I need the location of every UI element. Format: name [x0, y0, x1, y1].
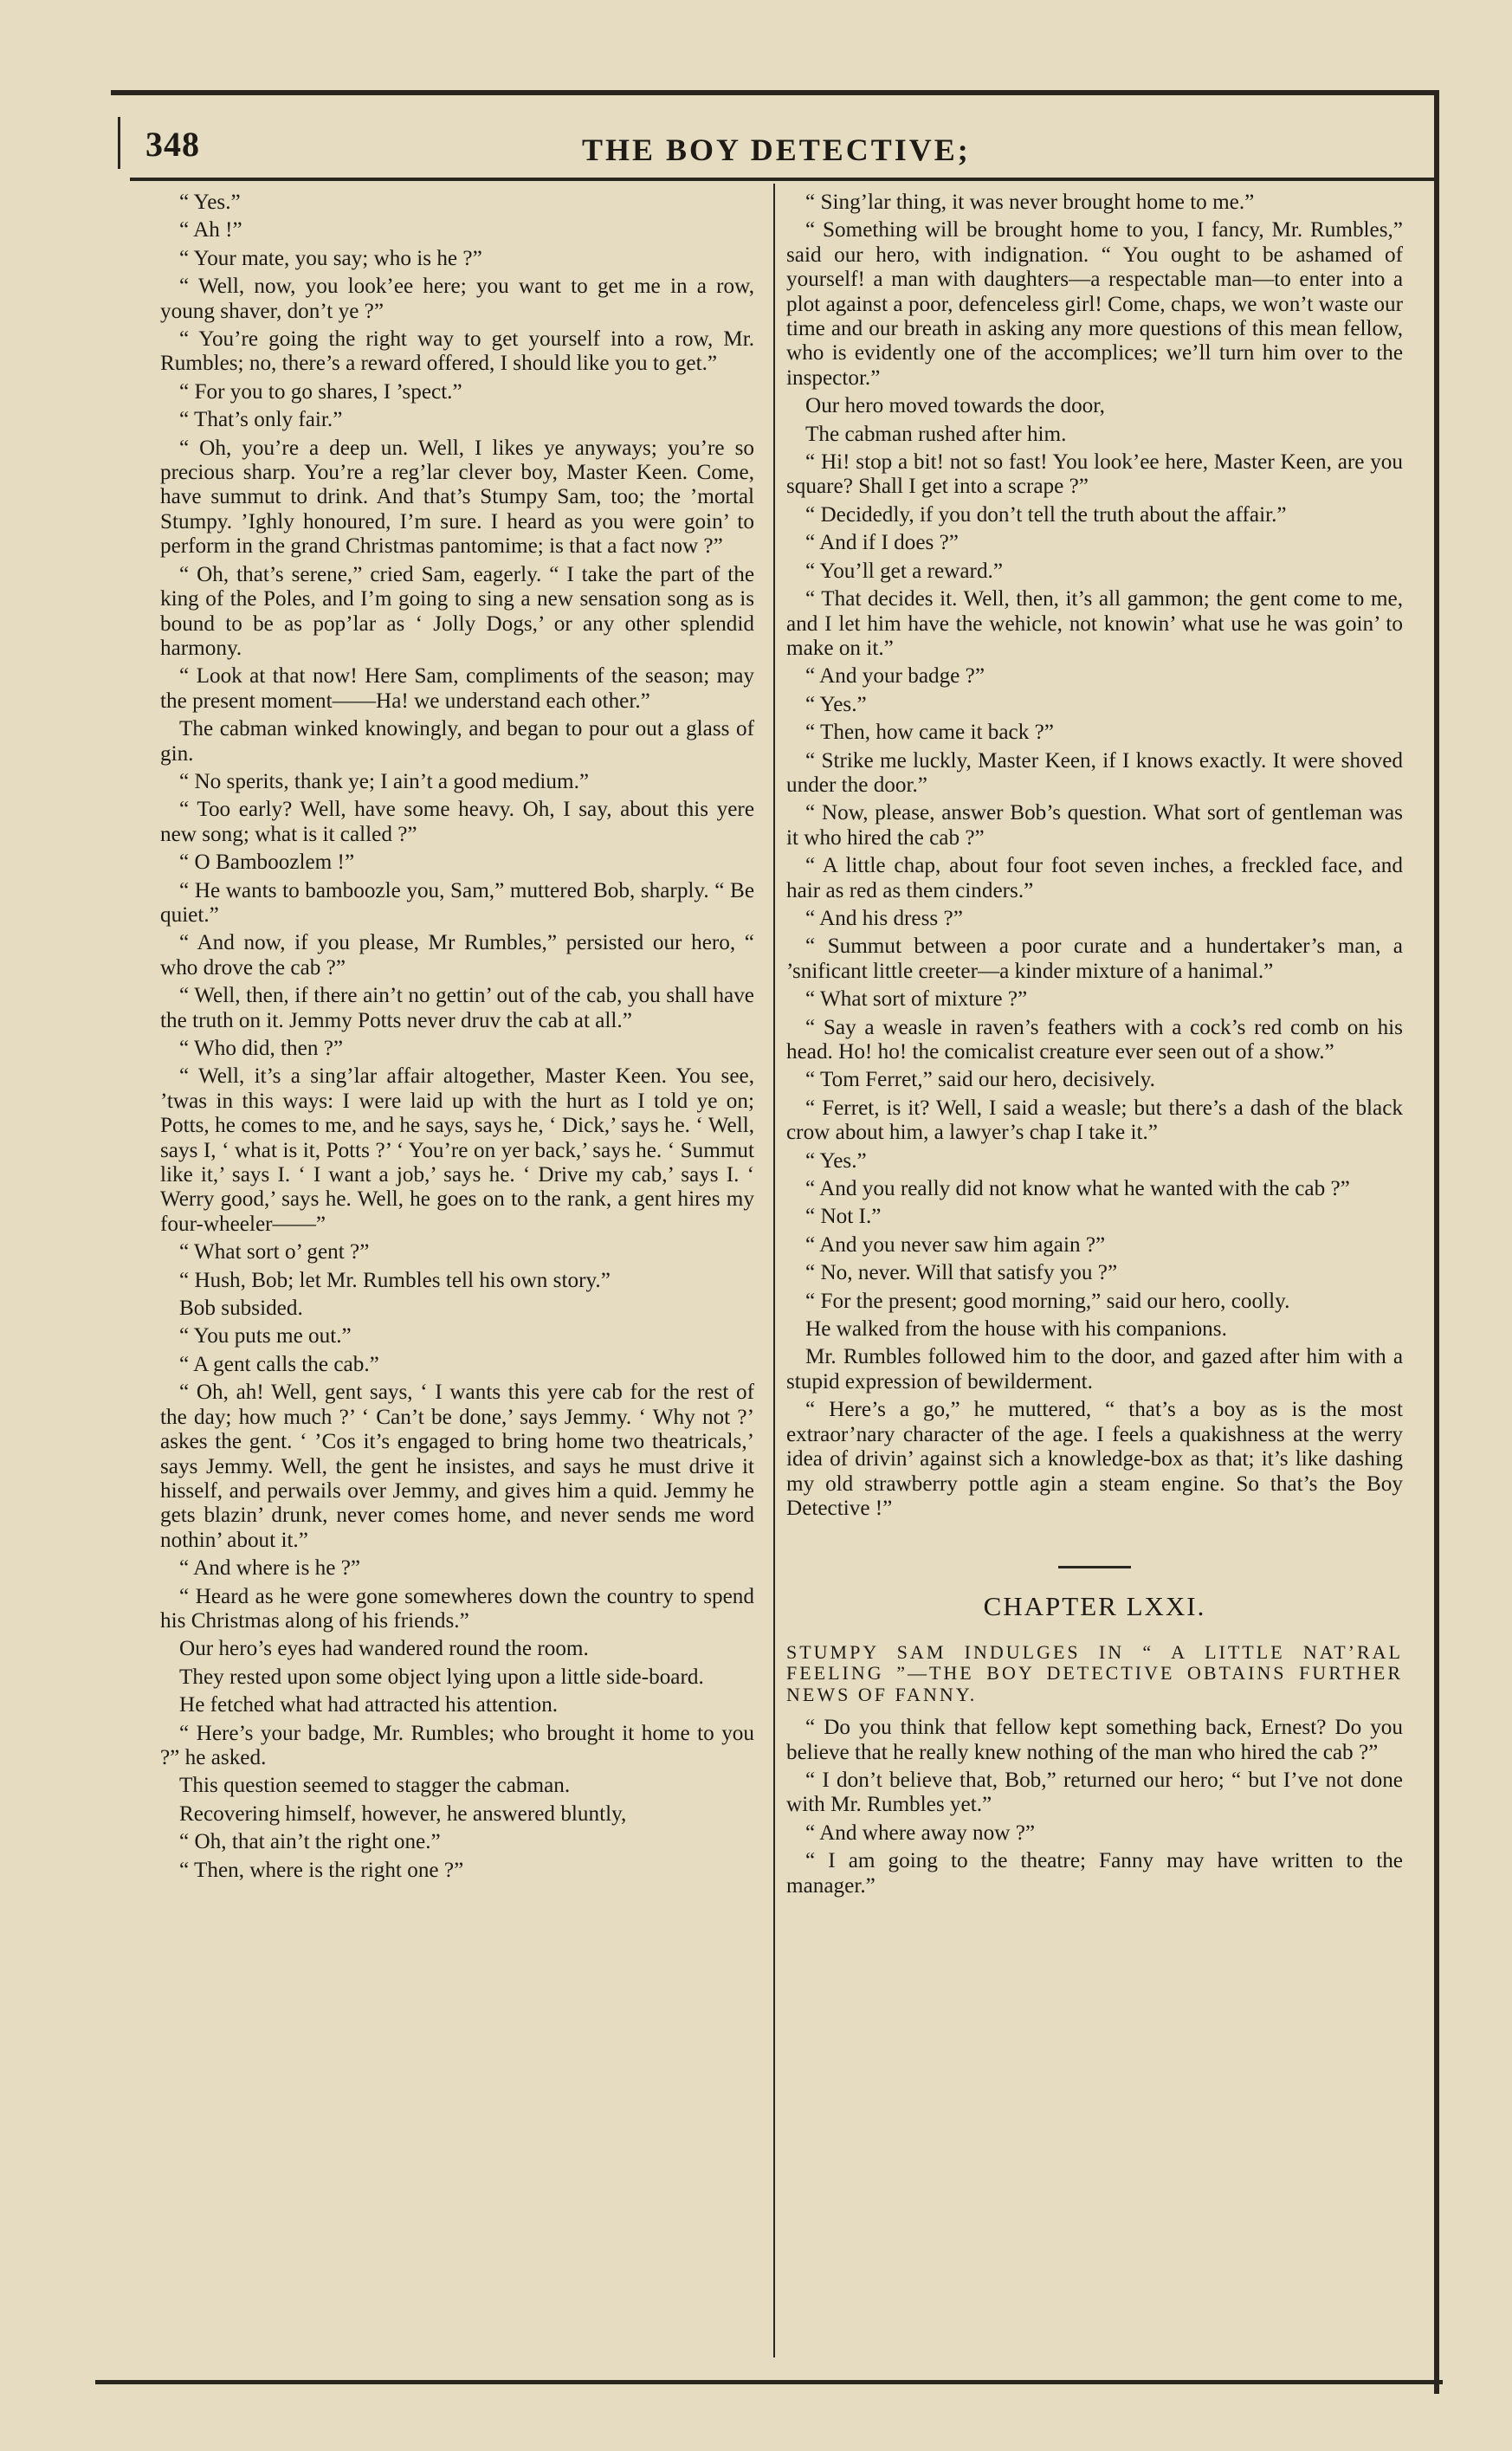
- paragraph: “ Yes.”: [805, 1148, 867, 1173]
- frame-bottom-rule: [95, 2380, 1443, 2384]
- frame-left-mark: [118, 117, 120, 169]
- chapter-divider-rule: [1058, 1566, 1131, 1568]
- paragraph: “ Yes.”: [805, 692, 867, 716]
- paragraph: The cabman rushed after him.: [805, 422, 1067, 446]
- paragraph: “ And your badge ?”: [805, 664, 985, 689]
- paragraph: “ And you really did not know what he wanted with the cab ?”: [805, 1177, 1350, 1201]
- paragraph: “ What sort o’ gent ?”: [179, 1240, 370, 1264]
- paragraph: “ Oh, ah! Well, gent says, ‘ I wants this yere cab for the rest of the day; how much ?’ ‘ Can’t be done,’ says Jemmy. ‘ Why not ?’ askes the gent. ‘ ’Cos it’s engaged to bring home two theatricals,’ says Jemmy. Well, the gent he insistes, and says he must drive it hisself, and perwails over Jemmy, and gives him a quid. Jemmy he gets blazin’ drunk, never comes home, and never sends me word nothin’ about it.”: [160, 1381, 754, 1552]
- left-column: [160, 191, 754, 1886]
- paragraph: “ Not I.”: [805, 1205, 882, 1229]
- frame-top-rule: [111, 90, 1439, 95]
- paragraph: “ Who did, then ?”: [179, 1037, 344, 1060]
- paragraph: Bob subsided.: [179, 1297, 303, 1321]
- paragraph: “ Oh, that ain’t the right one.”: [179, 1830, 441, 1854]
- paragraph: “ And where away now ?”: [805, 1820, 1036, 1845]
- frame-right-rule: [1434, 90, 1439, 2394]
- paragraph: “ For you to go shares, I ’spect.”: [179, 379, 462, 404]
- paragraph: “ What sort of mixture ?”: [805, 987, 1028, 1012]
- right-column-text: [786, 191, 1403, 1521]
- paragraph: “ Summut between a poor curate and a hundertaker’s man, a ’snificant little creeter—a kinder mixture of a hanimal.”: [786, 934, 1403, 983]
- paragraph: “ I don’t believe that, Bob,” returned our hero; “ but I’ve not done with Mr. Rumbles yet.”: [786, 1769, 1403, 1817]
- paragraph: “ A gent calls the cab.”: [179, 1352, 379, 1376]
- paragraph: “ Decidedly, if you don’t tell the truth about the affair.”: [805, 502, 1287, 527]
- paragraph: This question seemed to stagger the cabman.: [179, 1774, 571, 1798]
- paragraph: “ And if I does ?”: [805, 531, 959, 555]
- paragraph: “ Tom Ferret,” said our hero, decisively.: [805, 1068, 1155, 1092]
- paragraph: “ Strike me luckly, Master Keen, if I knows exactly. It were shoved under the door.”: [786, 748, 1403, 797]
- paragraph: “ Now, please, answer Bob’s question. What sort of gentleman was it who hired the cab ?”: [786, 801, 1403, 850]
- paragraph: Mr. Rumbles followed him to the door, and gazed after him with a stupid expression of bewilderment.: [786, 1345, 1403, 1394]
- running-head: THE BOY DETECTIVE;: [582, 133, 971, 167]
- paragraph: “ That decides it. Well, then, it’s all gammon; the gent come to me, and I let him have the wehicle, not knowin’ what use he was goin’ to make on it.”: [786, 587, 1403, 660]
- paragraph: “ Well, it’s a sing’lar affair altogether, Master Keen. You see, ’twas in this ways: I were laid up with the hurt as I told ye on; Potts, he comes to me, and he says, says he, ‘ Dick,’ says he. ‘ Well, says I, ‘ what is it, Potts ?’ ‘ You’re on yer back,’ says he. ‘ Summut like it,’ says I. ‘ I want a job,’ says he. ‘ Drive my cab,’ says I. ‘ Werry good,’ says he. Well, he goes on to the rank, a gent hires my four-wheeler——”: [160, 1064, 754, 1236]
- paragraph: “ Yes.”: [179, 191, 241, 214]
- paragraph: “ And now, if you please, Mr Rumbles,” persisted our hero, “ who drove the cab ?”: [160, 931, 754, 980]
- paragraph: “ Say a weasle in raven’s feathers with a cock’s red comb on his head. Ho! ho! the comicalist creature ever seen out of a show.”: [786, 1015, 1403, 1064]
- paragraph: “ Here’s your badge, Mr. Rumbles; who brought it home to you ?” he asked.: [160, 1721, 754, 1769]
- paragraph: “ Do you think that fellow kept something back, Ernest? Do you believe that he really knew nothing of the man who hired the cab ?”: [786, 1716, 1403, 1764]
- paragraph: “ Oh, you’re a deep un. Well, I likes ye anyways; you’re so precious sharp. You’re a reg’lar clever boy, Master Keen. Come, have summut to drink. And that’s Stumpy Sam, too; the ’mortal Stumpy. ’Ighly honoured, I’m sure. I heard as you were goin’ to perform in the grand Christmas pantomime; is that a fact now ?”: [160, 436, 754, 559]
- paragraph: Our hero moved towards the door,: [805, 394, 1105, 418]
- paragraph: “ And where is he ?”: [179, 1556, 361, 1581]
- paragraph: “ Your mate, you say; who is he ?”: [179, 246, 482, 270]
- right-column: [786, 191, 1403, 1902]
- paragraph: “ Ferret, is it? Well, I said a weasle; but there’s a dash of the black crow about him, a lawyer’s chap I take it.”: [786, 1096, 1403, 1145]
- paragraph: “ That’s only fair.”: [179, 408, 343, 432]
- paragraph: “ Sing’lar thing, it was never brought home to me.”: [805, 191, 1255, 214]
- paragraph: He walked from the house with his companions.: [805, 1317, 1227, 1342]
- paragraph: “ Then, where is the right one ?”: [179, 1858, 464, 1882]
- paragraph: “ A little chap, about four foot seven inches, a freckled face, and hair as red as them cinders.”: [786, 854, 1403, 902]
- paragraph: “ You puts me out.”: [179, 1324, 352, 1348]
- paragraph: “ Then, how came it back ?”: [805, 721, 1054, 745]
- paragraph: “ Too early? Well, have some heavy. Oh, I say, about this yere new song; what is it called ?”: [160, 798, 754, 846]
- chapter-summary: STUMPY SAM INDULGES IN “ A LITTLE NAT’RAL FEELING ”—THE BOY DETECTIVE OBTAINS FURTHER NEWS OF FANNY.: [786, 1640, 1403, 1705]
- page-number: 348: [145, 125, 200, 164]
- chapter-title: CHAPTER LXXI.: [983, 1591, 1206, 1622]
- paragraph: Recovering himself, however, he answered bluntly,: [179, 1801, 627, 1826]
- paragraph: “ Well, then, if there ain’t no gettin’ out of the cab, you shall have the truth on it. Jemmy Potts never druv the cab at all.”: [160, 984, 754, 1032]
- paragraph: “ He wants to bamboozle you, Sam,” muttered Bob, sharply. “ Be quiet.”: [160, 878, 754, 927]
- column-divider: [773, 184, 775, 2357]
- paragraph: “ You’re going the right way to get yourself into a row, Mr. Rumbles; no, there’s a reward offered, I should like you to get.”: [160, 327, 754, 376]
- paragraph: “ You’ll get a reward.”: [805, 559, 1004, 583]
- paragraph: “ Hi! stop a bit! not so fast! You look’ee here, Master Keen, are you square? Shall I get into a scrape ?”: [786, 450, 1403, 499]
- paragraph: “ No, never. Will that satisfy you ?”: [805, 1261, 1118, 1285]
- paragraph: “ Something will be brought home to you, I fancy, Mr. Rumbles,” said our hero, with indignation. “ You ought to be ashamed of yourself! a man with daughters—a respectable man—to enter into a plot against a poor, defenceless girl! Come, chaps, we won’t waste our time and our breath in asking any more questions of this mean fellow, who is evidently one of the accomplices; we’ll turn him over to the inspector.”: [786, 218, 1403, 390]
- paragraph: “ And his dress ?”: [805, 906, 963, 930]
- paragraph: “ And you never saw him again ?”: [805, 1232, 1106, 1257]
- paragraph: “ Hush, Bob; let Mr. Rumbles tell his own story.”: [179, 1268, 611, 1292]
- paragraph: “ I am going to the theatre; Fanny may have written to the manager.”: [786, 1849, 1403, 1898]
- paragraph: “ No sperits, thank ye; I ain’t a good medium.”: [179, 769, 590, 793]
- paragraph: He fetched what had attracted his attention.: [179, 1693, 559, 1717]
- paragraph: “ O Bamboozlem !”: [179, 850, 355, 875]
- chapter-body: [786, 1716, 1403, 1898]
- paragraph: “ Ah !”: [179, 218, 242, 243]
- paragraph: “ Well, now, you look’ee here; you want to get me in a row, young shaver, don’t ye ?”: [160, 275, 754, 323]
- paragraph: “ Oh, that’s serene,” cried Sam, eagerly. “ I take the part of the king of the Poles, and I’m going to sing a new sensation song as is bound to be as pop’lar as ‘ Jolly Dogs,’ or any other splendid harmony.: [160, 562, 754, 660]
- paragraph: Our hero’s eyes had wandered round the room.: [179, 1637, 589, 1661]
- header-rule: [130, 178, 1434, 181]
- paragraph: “ Here’s a go,” he muttered, “ that’s a boy as is the most extraor’nary character of the age. I feels a quakishness at the werry idea of drivin’ against sich a knowledge-box as that; it’s like dashing my old strawberry pottle agin a steam engine. So that’s the Boy Detective !”: [786, 1398, 1403, 1520]
- paragraph: “ Heard as he were gone somewheres down the country to spend his Christmas along of his friends.”: [160, 1584, 754, 1633]
- paragraph: The cabman winked knowingly, and began to pour out a glass of gin.: [160, 717, 754, 766]
- paragraph: “ For the present; good morning,” said our hero, coolly.: [805, 1289, 1290, 1313]
- paragraph: “ Look at that now! Here Sam, compliments of the season; may the present moment——Ha! we understand each other.”: [160, 664, 754, 713]
- paragraph: They rested upon some object lying upon a little side-board.: [179, 1665, 704, 1689]
